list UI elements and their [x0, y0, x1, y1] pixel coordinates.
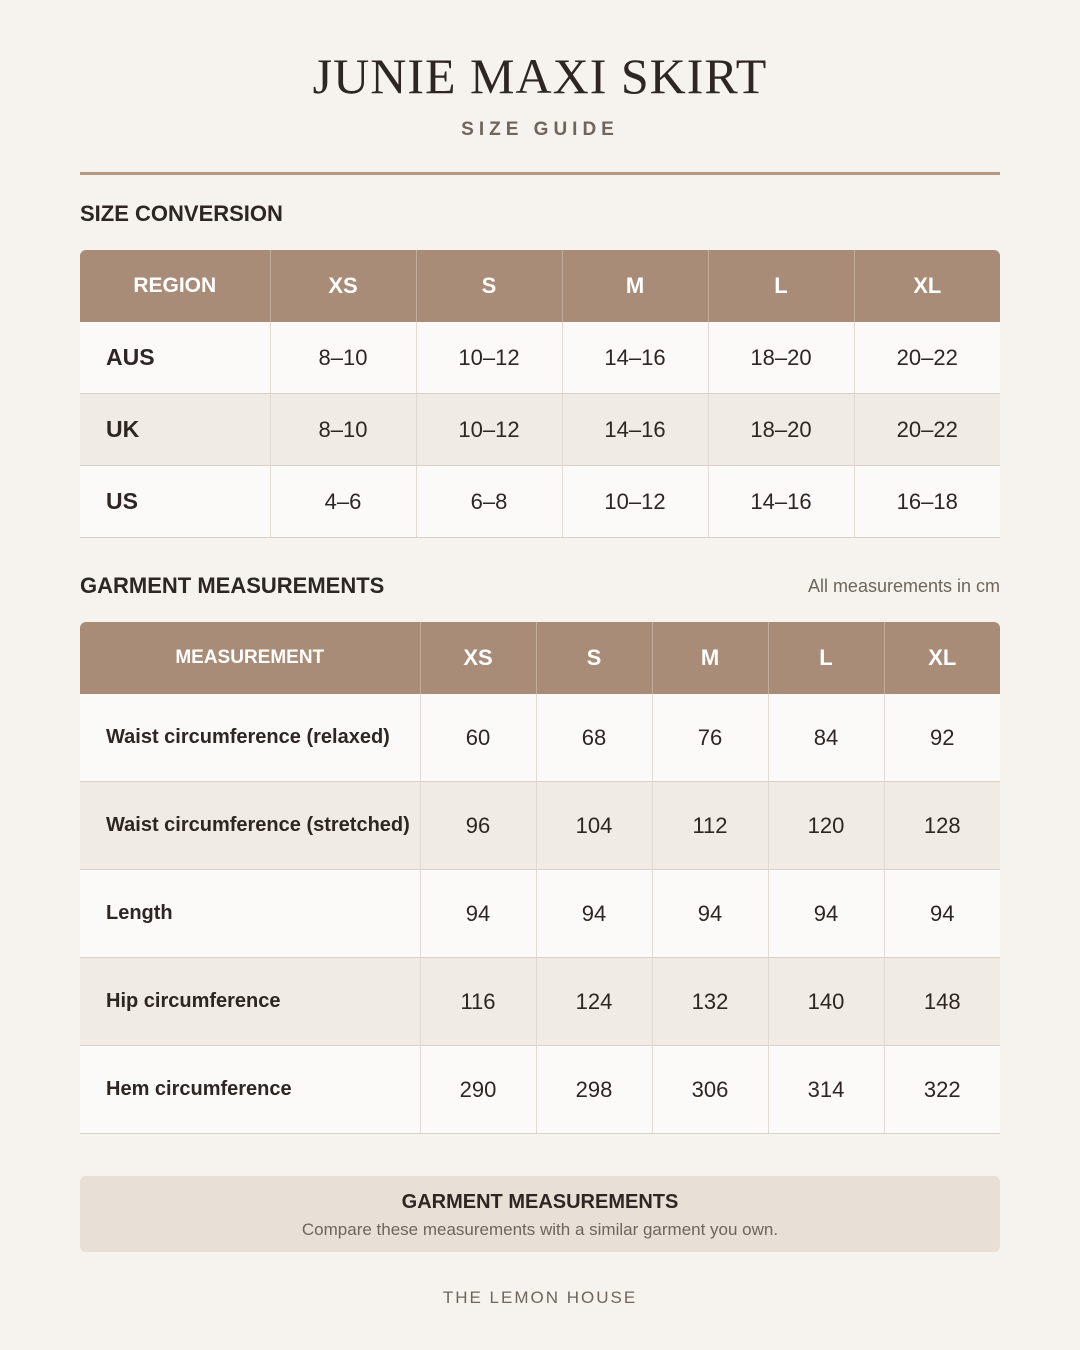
header-cell-m: M — [562, 250, 708, 322]
table-cell: 14–16 — [562, 394, 708, 466]
measurement-label: Hip circumference — [80, 958, 420, 1046]
table-cell: 92 — [884, 694, 1000, 782]
measurement-label: Waist circumference (stretched) — [80, 782, 420, 870]
table-cell: 96 — [420, 782, 536, 870]
table-cell: 8–10 — [270, 322, 416, 394]
brand-name: THE LEMON HOUSE — [442, 1288, 638, 1307]
table-cell: 16–18 — [854, 466, 1000, 538]
region-cell: AUS — [80, 322, 270, 394]
table-cell: 94 — [652, 870, 768, 958]
table-row — [80, 394, 1000, 466]
garment-measurements-title: GARMENT MEASUREMENTS — [80, 573, 385, 598]
table-cell: 298 — [536, 1046, 652, 1134]
page-subtitle: SIZE GUIDE — [461, 119, 619, 140]
table-row — [80, 782, 1000, 870]
table-cell: 112 — [652, 782, 768, 870]
size-conversion-title: SIZE CONVERSION — [80, 201, 283, 226]
region-cell: UK — [80, 394, 270, 466]
table-cell: 94 — [884, 870, 1000, 958]
header-cell-xl: XL — [884, 622, 1000, 694]
table-row — [80, 1046, 1000, 1134]
size-conversion-table — [80, 250, 1000, 538]
table-cell: 306 — [652, 1046, 768, 1134]
table-cell: 20–22 — [854, 322, 1000, 394]
callout-title: GARMENT MEASUREMENTS — [401, 1191, 679, 1213]
table-cell: 10–12 — [562, 466, 708, 538]
header-cell-xl: XL — [854, 250, 1000, 322]
header-cell-m: M — [652, 622, 768, 694]
garment-measurements-table — [80, 622, 1000, 1134]
table-cell: 84 — [768, 694, 884, 782]
table-row — [80, 694, 1000, 782]
header-cell-xs: XS — [420, 622, 536, 694]
measurement-label: Length — [80, 870, 420, 958]
header-cell-l: L — [768, 622, 884, 694]
table-cell: 290 — [420, 1046, 536, 1134]
measurement-label: Waist circumference (relaxed) — [80, 694, 420, 782]
header-cell-s: S — [416, 250, 562, 322]
page-title: JUNIE MAXI SKIRT — [312, 48, 768, 104]
table-cell: 94 — [420, 870, 536, 958]
table-cell: 18–20 — [708, 322, 854, 394]
table-cell: 20–22 — [854, 394, 1000, 466]
header-cell-region: REGION — [80, 250, 270, 322]
measurement-tip-callout — [80, 1176, 1000, 1252]
table-row — [80, 322, 1000, 394]
table-cell: 116 — [420, 958, 536, 1046]
table-row — [80, 870, 1000, 958]
units-note: All measurements in cm — [807, 576, 1000, 596]
header-cell-xs: XS — [270, 250, 416, 322]
table-cell: 124 — [536, 958, 652, 1046]
table-cell: 10–12 — [416, 394, 562, 466]
table-cell: 94 — [768, 870, 884, 958]
table-cell: 314 — [768, 1046, 884, 1134]
table-cell: 140 — [768, 958, 884, 1046]
header-cell-s: S — [536, 622, 652, 694]
table-header-row — [80, 250, 1000, 322]
table-cell: 322 — [884, 1046, 1000, 1134]
region-cell: US — [80, 466, 270, 538]
header-divider — [80, 172, 1000, 175]
header-cell-l: L — [708, 250, 854, 322]
header-cell-measurement: MEASUREMENT — [80, 622, 420, 694]
table-cell: 76 — [652, 694, 768, 782]
table-cell: 18–20 — [708, 394, 854, 466]
table-cell: 14–16 — [708, 466, 854, 538]
table-cell: 128 — [884, 782, 1000, 870]
table-cell: 148 — [884, 958, 1000, 1046]
table-row — [80, 958, 1000, 1046]
table-header-row — [80, 622, 1000, 694]
table-cell: 120 — [768, 782, 884, 870]
table-cell: 4–6 — [270, 466, 416, 538]
table-cell: 68 — [536, 694, 652, 782]
table-cell: 132 — [652, 958, 768, 1046]
table-cell: 10–12 — [416, 322, 562, 394]
callout-text: Compare these measurements with a similar garment you own. — [301, 1220, 779, 1239]
table-cell: 60 — [420, 694, 536, 782]
table-cell: 14–16 — [562, 322, 708, 394]
measurement-label: Hem circumference — [80, 1046, 420, 1134]
table-cell: 6–8 — [416, 466, 562, 538]
table-cell: 104 — [536, 782, 652, 870]
table-row — [80, 466, 1000, 538]
table-cell: 8–10 — [270, 394, 416, 466]
table-cell: 94 — [536, 870, 652, 958]
